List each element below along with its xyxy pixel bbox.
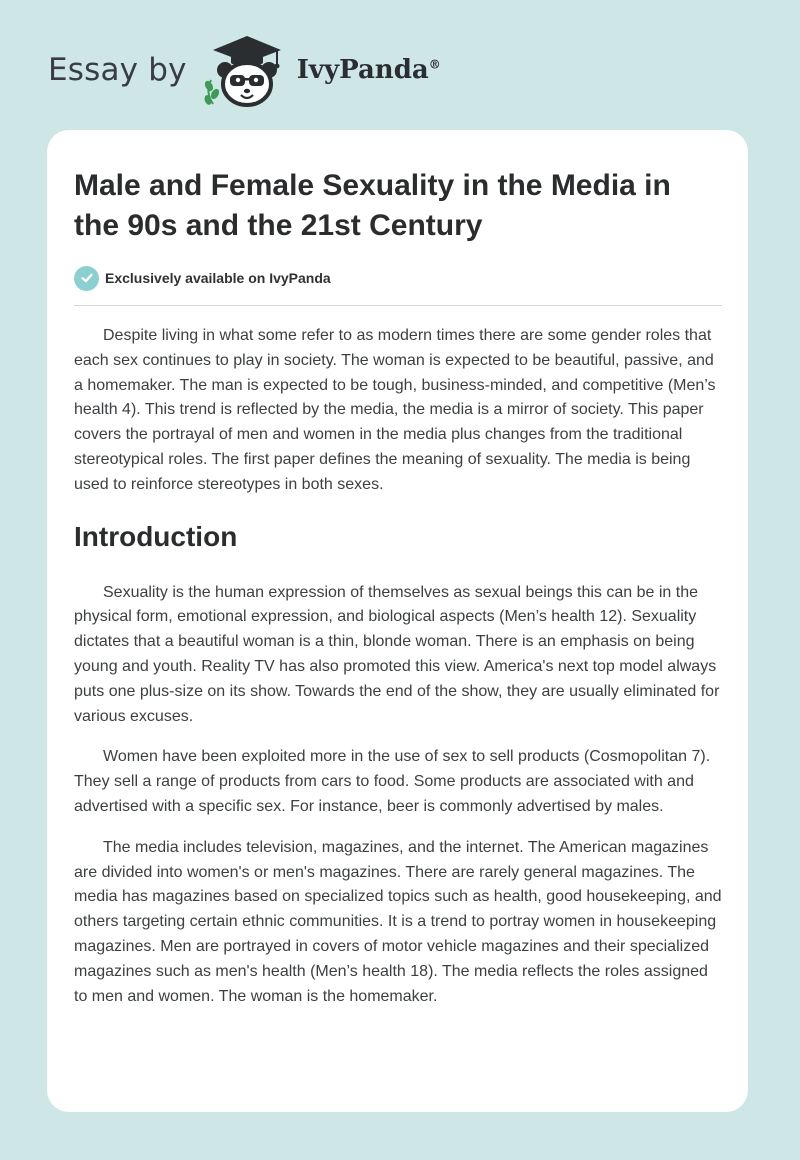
check-icon	[80, 271, 94, 285]
body-paragraph: Women have been exploited more in the use of sex to sell products (Cosmopolitan 7). They sell a range of products from cars to food. Some products are associated with and advertised with a specific sex. For instance, beer is commonly advertised by males.	[74, 748, 711, 815]
registered-mark: ®	[428, 57, 441, 72]
body-paragraph: Sexuality is the human expression of themselves as sexual beings this can be in the physical form, emotional expression, and biological aspects (Men’s health 12). Sexuality dictates that a beautiful woman is a thin, blonde woman. There is an emphasis on being young and youth. Reality TV has also promoted this view. America's next top model always puts one plus-size on its show. Towards the end of the show, they are usually eliminated for various excuses.	[74, 583, 720, 725]
section-heading: Introduction	[74, 520, 238, 552]
brand-prefix: Essay by	[48, 52, 187, 88]
exclusive-label: Exclusively available on IvyPanda	[105, 270, 331, 286]
exclusive-notice	[74, 265, 722, 291]
page-title: Male and Female Sexuality in the Media in the 90s and the 21st Century	[74, 169, 671, 242]
paragraph-gap	[74, 820, 722, 836]
check-badge	[74, 266, 99, 291]
paragraph-gap	[74, 729, 722, 745]
brand-header[interactable]	[48, 30, 441, 110]
brand-name	[297, 55, 441, 85]
essay-card	[47, 130, 748, 1112]
divider	[74, 305, 722, 306]
body-paragraph: The media includes television, magazines, and the internet. The American magazines are divided into women's or men's magazines. There are rarely general magazines. The media has magazines based on specialized topics such as health, good housekeeping, and others targeting certain ethnic communities. It is a trend to portray women in housekeeping magazines. Men are portrayed in covers of motor vehicle magazines and their specialized magazines such as men's health (Men’s health 18). The media reflects the roles assigned to men and women. The woman is the homemaker.	[74, 838, 722, 1005]
panda-graduate-logo-icon	[201, 30, 293, 110]
brand-name-text: IvyPanda	[296, 55, 429, 85]
intro-paragraph: Despite living in what some refer to as modern times there are some gender roles that each sex continues to play in society. The woman is expected to be beautiful, passive, and a homemaker. The man is expected to be tough, business-minded, and competitive (Men’s health 4). This trend is reflected by the media, the media is a mirror of society. This paper covers the portrayal of men and women in the media plus changes from the traditional stereotypical roles. The first paper defines the meaning of sexuality. The media is being used to reinforce stereotypes in both sexes.	[74, 327, 716, 493]
